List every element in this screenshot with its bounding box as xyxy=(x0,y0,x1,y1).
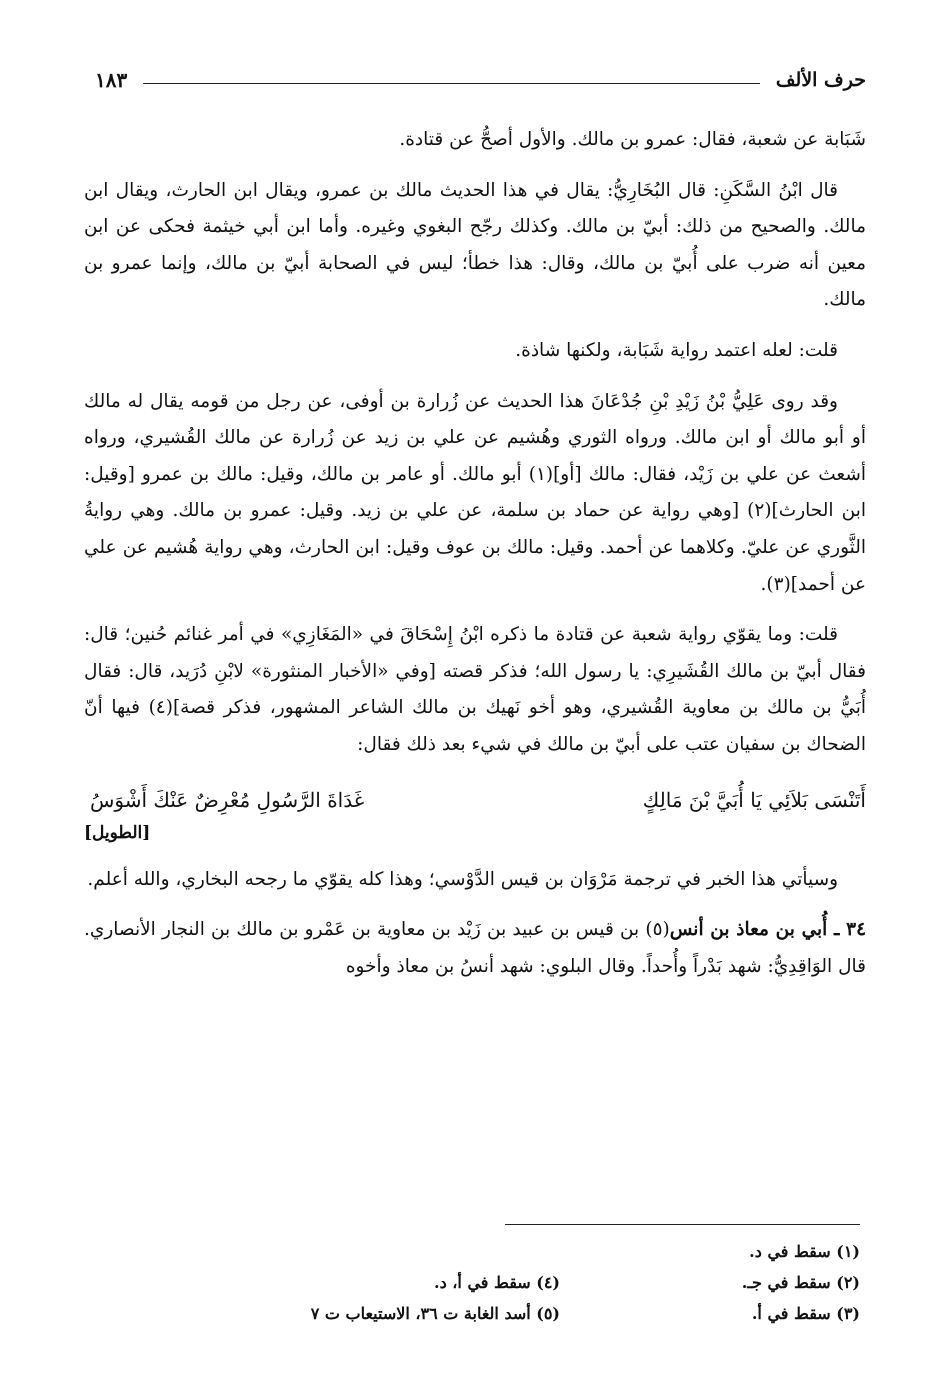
footnote-row xyxy=(140,1298,860,1329)
paragraph: شَبَابة عن شعبة، فقال: عمرو بن مالك. والأول أصحُّ عن قتادة. xyxy=(399,129,866,150)
paragraph: وقد روى عَلِيُّ بْنُ زَيْدِ بْنِ جُدْعَانَ هذا الحديث عن زُرارة بن أوفى، عن رجل من قومه يقال له مالك أو أبو مالك أو ابن مالك. ورواه الثوري وهُشيم عن علي بن زيد عن زُرارة عن مالك القُشيري، ورواه أشعث عن علي بن زَيْد، فقال: مالك [أو](١) أبو مالك. أو عامر بن مالك، وقيل: مالك بن عمرو [وقيل: ابن الحارث](٢) [وهي رواية عن حماد بن سلمة، عن علي بن زيد. وقيل: عمرو بن مالك. وهي روايةُ الثَّوري عن عليّ. وكلاهما عن أحمد. وقيل: مالك بن عوف وقيل: ابن الحارث، وهي رواية هُشيم عن علي عن أحمد](٣). xyxy=(84,390,866,595)
chapter-title: حرف الألف xyxy=(775,69,866,91)
entry-text: بن قيس بن عبيد بن زَيْد بن معاوية بن عَمْرو بن مالك بن النجار الأنصاري. قال الوَاقِدِيُّ: شهد بَدْراً وأُحداً. وقال البلوي: شهد أنسُ بن معاذ وأخوه xyxy=(84,919,866,977)
verse-meter: [الطويل] xyxy=(84,822,151,843)
verse-hemistich-first: أَتَنْسَى بَلاَئِي يَا أُبَيَّ بْنَ مَالِكٍ xyxy=(642,787,866,812)
entry-heading: ٣٤ ـ أُبي بن معاذ بن أنس xyxy=(669,919,867,941)
paragraph: قلت: لعله اعتمد رواية شَبَابة، ولكنها شاذة. xyxy=(515,339,838,361)
footnote-separator xyxy=(505,1224,860,1225)
paragraph: وسيأتي هذا الخبر في ترجمة مَرْوَان بن قيس الدَّوْسي؛ وهذا كله يقوّي ما رجحه البخاري، والله أعلم. xyxy=(87,868,838,890)
footnote: (٣) سقط في أ. xyxy=(751,1304,860,1323)
footnote-ref: (٥) xyxy=(645,919,670,941)
header-rule xyxy=(143,83,760,84)
footnote: (٢) سقط في جـ. xyxy=(741,1273,860,1292)
page-number: ١٨٣ xyxy=(95,68,128,92)
footnote: (١) سقط في د. xyxy=(749,1242,860,1261)
running-head xyxy=(95,62,866,98)
footnote: (٥) أسد الغابة ت ٣٦، الاستيعاب ت ٧ xyxy=(310,1304,560,1323)
footnote: (٤) سقط في أ، د. xyxy=(434,1273,560,1292)
paragraph: قال ابْنُ السَّكَنِ: قال البُخَارِيُّ: يقال في هذا الحديث مالك بن عمرو، ويقال ابن الحارث، ويقال ابن مالك. والصحيح من ذلك: أبيّ بن مالك. وكذلك رجّح البغوي وغيره. وأما ابن أبي خيثمة فحكى عن ابن معين أنه ضرب على أُبيّ بن مالك، وقال: هذا خطأ؛ ليس في الصحابة أبيّ بن مالك، وإنما عمرو بن مالك. xyxy=(84,179,866,311)
footnote-row xyxy=(140,1267,860,1298)
poetry-verse xyxy=(84,782,866,818)
paragraph: قلت: وما يقوّي رواية شعبة عن قتادة ما ذكره ابْنُ إِسْحَاقَ في «المَغَازِي» في أمر غنائم حُنين؛ قال: فقال أبيّ بن مالك القُشَيرِي: يا رسول الله؛ فذكر قصته [وفي «الأخبار المنثورة» لابْنِ دُرَيد، قال: فقال أُبَيُّ بن مالك بن معاوية القُشيري، وهو أخو نَهيك بن مالك الشاعر المشهور، فذكر قصة](٤) فيها أنّ الضحاك بن سفيان عتب على أبيّ بن مالك في شيء بعد ذلك فقال: xyxy=(84,624,866,755)
verse-hemistich-second: غَدَاةَ الرَّسُولِ مُعْرِضٌ عَنْكَ أَشْوَسُ xyxy=(90,787,365,812)
footnotes xyxy=(140,1236,860,1329)
main-text xyxy=(84,122,866,985)
entry-paragraph xyxy=(84,912,866,985)
footnote-row xyxy=(140,1236,860,1267)
